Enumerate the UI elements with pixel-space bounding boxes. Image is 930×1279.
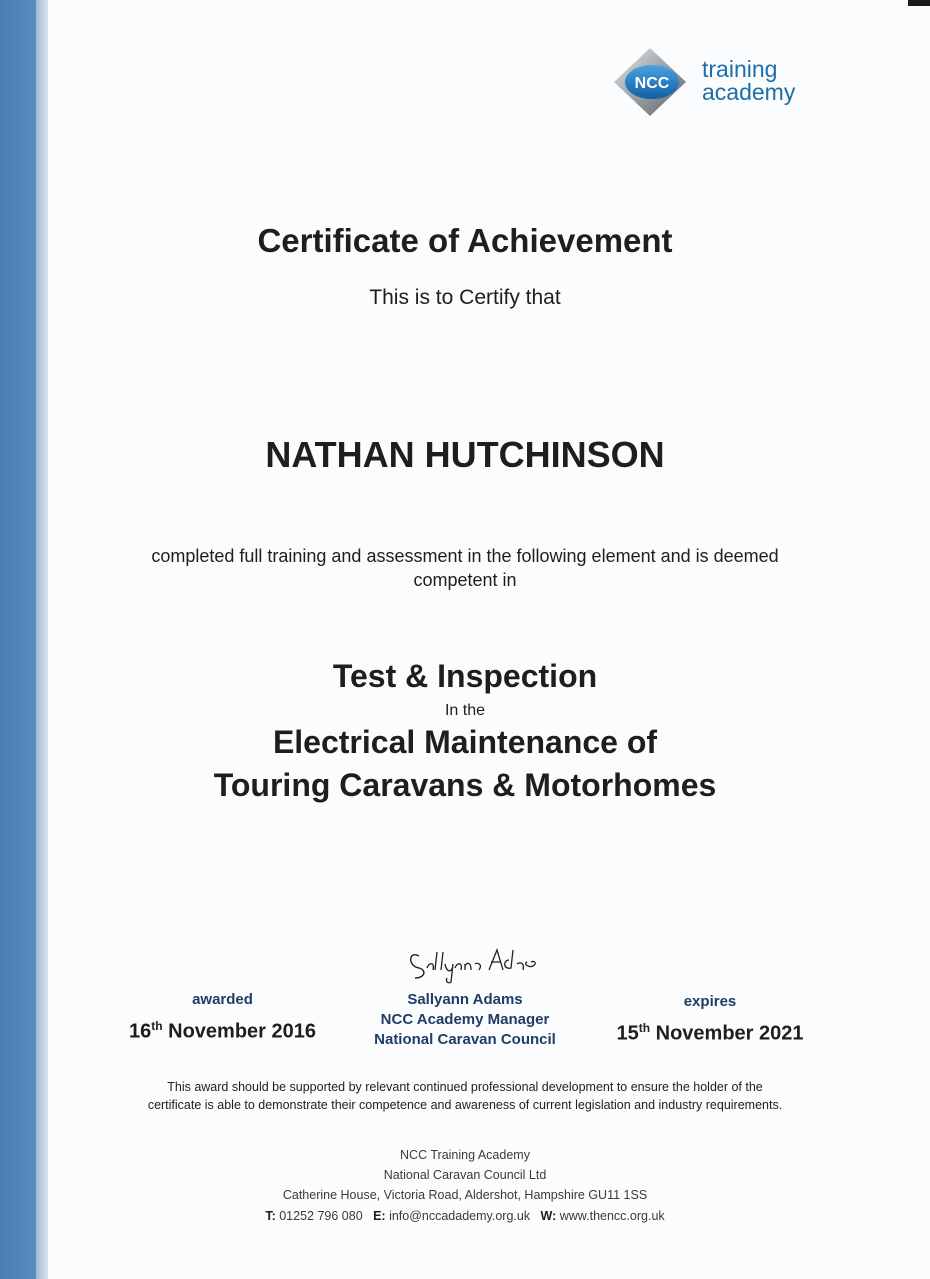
- course-title-line-1: Electrical Maintenance of: [272, 724, 658, 760]
- completion-line-1: completed full training and assessment in the following element and is deemed: [151, 546, 779, 566]
- recipient-name: NATHAN HUTCHINSON: [265, 434, 665, 475]
- ncc-training-academy-logo: [612, 44, 812, 124]
- awarded-day-suffix: th: [151, 1019, 163, 1033]
- signatory-block: [345, 990, 585, 1050]
- email-address: info@nccadademy.org.uk: [389, 1209, 531, 1223]
- completion-line-2: competent in: [413, 570, 517, 590]
- signatory-role: NCC Academy Manager: [380, 1011, 550, 1028]
- in-the-connector: In the: [444, 702, 486, 719]
- awarded-label: awarded: [192, 991, 253, 1008]
- handwritten-signature: [405, 938, 545, 984]
- cpd-notice: [0, 1078, 930, 1114]
- cpd-notice-line-1: This award should be supported by relevant continued professional development to ensure the holder of the: [167, 1080, 763, 1094]
- signatory-name: Sallyann Adams: [407, 991, 523, 1008]
- tel-label: T:: [265, 1209, 276, 1223]
- footer-contact-line: [0, 1209, 930, 1223]
- footer-company-name: National Caravan Council Ltd: [383, 1168, 547, 1182]
- awarded-day: 16: [128, 1020, 152, 1043]
- expires-block: [590, 992, 830, 1047]
- email-label: E:: [373, 1209, 386, 1223]
- expires-day: 15: [616, 1022, 639, 1045]
- completion-statement: [0, 544, 930, 592]
- awarded-date: [100, 1013, 345, 1045]
- logo-line-training: training: [702, 56, 778, 82]
- ncc-diamond-logo-icon: [612, 44, 692, 124]
- expires-month-year: November 2021: [655, 1022, 804, 1045]
- logo-line-academy: academy: [702, 79, 796, 105]
- footer-academy-name: NCC Training Academy: [400, 1148, 530, 1162]
- expires-date: [590, 1015, 830, 1047]
- web-label: W:: [540, 1209, 557, 1223]
- cpd-notice-line-2: certificate is able to demonstrate their competence and awareness of current legislation and industry requirements.: [147, 1098, 783, 1112]
- certificate-title: Certificate of Achievement: [257, 222, 673, 259]
- awarded-block: [100, 990, 345, 1045]
- course-title-line-2: Touring Caravans & Motorhomes: [213, 767, 717, 803]
- element-title: Test & Inspection: [332, 658, 598, 694]
- signatory-organisation: National Caravan Council: [374, 1031, 556, 1048]
- awarded-month-year: November 2016: [168, 1020, 316, 1043]
- footer-street-address: Catherine House, Victoria Road, Aldershot, Hampshire GU11 1SS: [282, 1188, 648, 1202]
- footer-address: [0, 1145, 930, 1205]
- expires-label: expires: [683, 993, 737, 1010]
- scan-corner-mark: [908, 0, 930, 6]
- expires-day-suffix: th: [638, 1021, 651, 1035]
- web-address: www.thencc.org.uk: [559, 1209, 665, 1223]
- certify-line: This is to Certify that: [369, 286, 561, 309]
- tel-number: 01252 796 080: [279, 1209, 363, 1223]
- logo-badge-text: NCC: [634, 75, 670, 92]
